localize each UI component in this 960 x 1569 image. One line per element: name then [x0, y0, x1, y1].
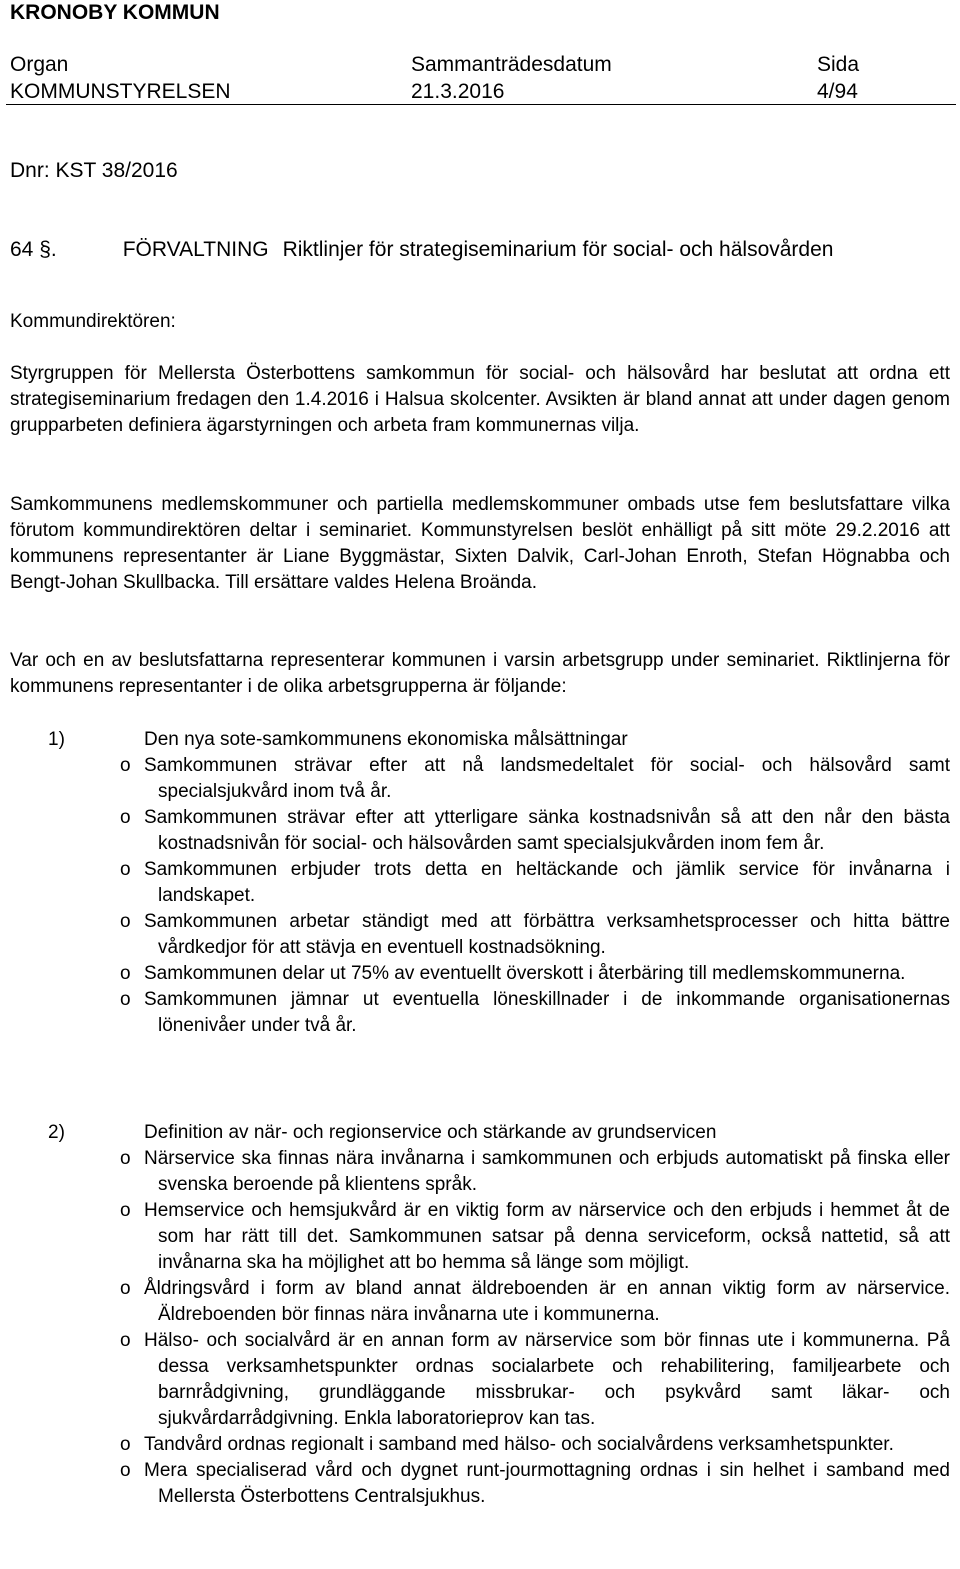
list-heading [10, 727, 950, 753]
list-item: o Samkommunen strävar efter att nå landsmedeltalet för social- och hälsovård samt specialsjukvård inom två år. [120, 755, 950, 802]
bullet-marker: o [120, 1200, 131, 1221]
bullet-marker: o [120, 963, 131, 984]
paragraph-2: Samkommunens medlemskommuner och partiella medlemskommuner ombads utse fem beslutsfattare vilka förutom kommundirektören deltar i seminariet. Kommunstyrelsen beslöt enhälligt på sitt möte 29.2.2016 att kommunens representanter är Liane Byggmästar, Sixten Dalvik, Carl-Johan Enroth, Stefan Högnabba och Bengt-Johan Skullbacka. Till ersättare valdes Helena Broända. [10, 494, 950, 593]
list-title: Den nya sote-samkommunens ekonomiska målsättningar [144, 729, 628, 750]
list-item: o Tandvård ordnas regionalt i samband med hälso- och socialvårdens verksamhetspunkter. [10, 1432, 950, 1458]
bullet-marker: o [120, 755, 131, 776]
section-title: FÖRVALTNING [122, 238, 269, 261]
header-page [817, 51, 859, 105]
organ-value: KOMMUNSTYRELSEN [10, 80, 231, 103]
list-heading [10, 1120, 950, 1146]
list-item: o Hälso- och socialvård är en annan form av närservice som bör finnas ute i kommunerna. På dessa verksamhetspunkter ordnas socialarbete och rehabilitering, familjearbete och barnrådgivning, grundläggande missbrukar- och psykvård samt läkar- och sjukvårdarrådgivning. Enkla laboratorieprov kan tas. [120, 1330, 950, 1429]
date-label: Sammanträdesdatum [411, 53, 612, 76]
bullet-list [10, 753, 950, 1039]
list-item: o Samkommunen erbjuder trots detta en heltäckande och jämlik service för invånarna i landskapet. [120, 859, 950, 906]
list-item: o Mera specialiserad vård och dygnet runt-jourmottagning ordnas i sin helhet i samband med Mellersta Österbottens Centralsjukhus. [120, 1460, 950, 1507]
list-item: o Samkommunen arbetar ständigt med att förbättra verksamhetsprocesser och hitta bättre vårdkedjor för att stävja en eventuell kostnadsökning. [120, 911, 950, 958]
municipality-name: KRONOBY KOMMUN [10, 1, 220, 24]
bullet-marker: o [120, 989, 131, 1010]
guideline-list-2 [10, 1120, 950, 1510]
bullet-marker: o [120, 1330, 131, 1351]
section-subtitle: Riktlinjer för strategiseminarium för social- och hälsovården [282, 238, 834, 261]
list-number: 2) [48, 1122, 65, 1143]
header-divider [6, 104, 956, 105]
list-title: Definition av när- och regionservice och stärkande av grundservicen [144, 1122, 717, 1143]
paragraph-3: Var och en av beslutsfattarna representerar kommunen i varsin arbetsgrupp under seminariet. Riktlinjerna för kommunens representanter i de olika arbetsgrupperna är följande: [10, 650, 950, 697]
header-organ [10, 51, 231, 105]
list-item: o Samkommunen delar ut 75% av eventuellt överskott i återbäring till medlemskommunerna. [10, 961, 950, 987]
header-date [411, 51, 612, 105]
list-item: o Samkommunen strävar efter att ytterligare sänka kostnadsnivån så att den når den bästa kostnadsnivån för social- och hälsovården samt specialsjukvården inom fem år. [120, 807, 950, 854]
list-item: o Närservice ska finnas nära invånarna i samkommunen och erbjuds automatiskt på finska eller svenska beroende på klientens språk. [120, 1148, 950, 1195]
page-label: Sida [817, 53, 860, 76]
bullet-marker: o [120, 1460, 131, 1481]
list-number: 1) [48, 729, 65, 750]
section-number: 64 §. [10, 238, 57, 261]
bullet-marker: o [120, 807, 131, 828]
bullet-marker: o [120, 1434, 131, 1455]
diary-number: Dnr: KST 38/2016 [10, 159, 178, 182]
organ-label: Organ [10, 53, 69, 76]
bullet-list [10, 1146, 950, 1510]
bullet-marker: o [120, 911, 131, 932]
paragraph-1: Styrgruppen för Mellersta Österbottens samkommun för social- och hälsovård har beslutat att ordna ett strategiseminarium fredagen den 1.4.2016 i Halsua skolcenter. Avsikten är bland annat att under dagen genom grupparbeten definiera ägarstyrningen och arbeta fram kommunernas vilja. [10, 363, 950, 436]
bullet-marker: o [120, 1148, 131, 1169]
bullet-marker: o [120, 1278, 131, 1299]
bullet-marker: o [120, 859, 131, 880]
speaker-label: Kommundirektören: [10, 311, 176, 332]
list-item: o Samkommunen jämnar ut eventuella löneskillnader i de inkommande organisationernas lönenivåer under två år. [120, 989, 950, 1036]
guideline-list-1 [10, 727, 950, 1039]
list-item: o Hemservice och hemsjukvård är en viktig form av närservice och den erbjuds i hemmet åt de som har rätt till det. Samkommunen satsar på denna serviceform, också nattetid, så att invånarna ska ha möjlighet att bo hemma så länge som möjligt. [120, 1200, 950, 1273]
date-value: 21.3.2016 [411, 80, 505, 103]
page-value: 4/94 [817, 80, 858, 103]
section-heading [10, 236, 833, 263]
list-item: o Åldringsvård i form av bland annat äldreboenden är en annan viktig form av närservice. Äldreboenden bör finnas nära invånarna ute i kommunerna. [120, 1278, 950, 1325]
